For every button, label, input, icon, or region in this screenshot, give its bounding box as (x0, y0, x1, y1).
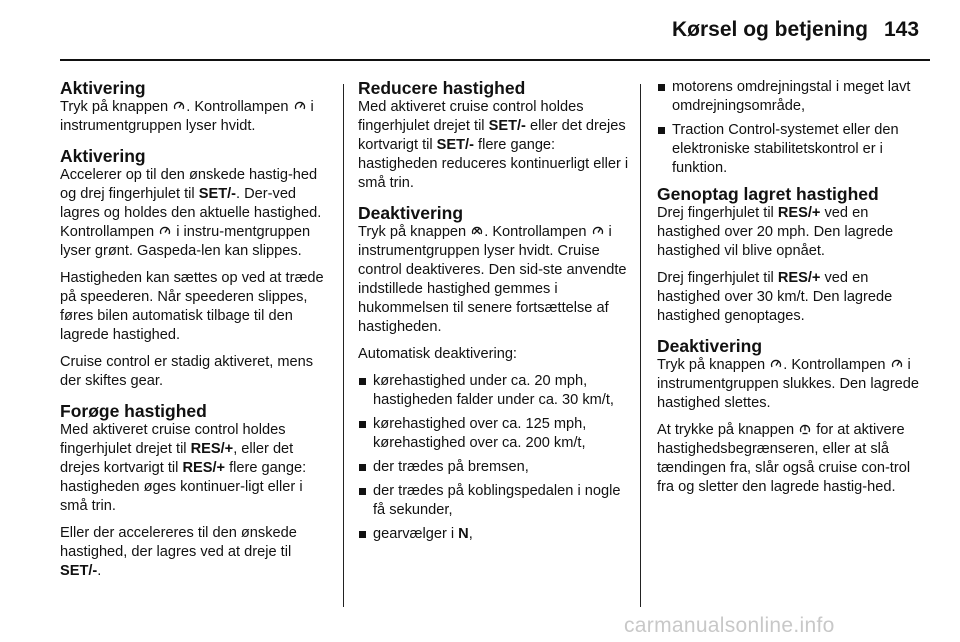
list-item: Traction Control-systemet eller den elektroniske stabilitetskontrol er i funktion. (657, 121, 929, 178)
bullet-list (358, 372, 630, 544)
cruise-control-icon (159, 225, 171, 237)
list-item: der trædes på koblingspedalen i nogle få sekunder, (358, 482, 630, 520)
paragraph: Tryk på knappen . Kontrollampen i instrumentgruppen slukkes. Den lagrede hastighed slettes. (657, 357, 920, 411)
list-item: motorens omdrejningstal i meget lavt omdrejningsområde, (657, 78, 929, 116)
list-item: kørehastighed under ca. 20 mph, hastigheden falder under ca. 30 km/t, (358, 372, 630, 410)
paragraph: Hastigheden kan sættes op ved at træde på speederen. Når speederen slippes, føres bilen automatisk tilbage til den lagrede hastighed. (60, 270, 324, 343)
column-divider (343, 84, 344, 607)
paragraph: Eller der accelereres til den ønskede hastighed, der lagres ved at dreje til SET/-. (60, 525, 297, 579)
paragraph: Drej fingerhjulet til RES/+ ved en hastighed over 20 mph. Den lagrede hastighed vil blive opnået. (657, 205, 894, 259)
bullet-list (657, 78, 929, 178)
section-heading: Genoptag lagret hastighed (657, 184, 879, 204)
watermark: carmanualsonline.info (624, 614, 835, 637)
section-deaktivering (358, 203, 630, 544)
column-left (60, 78, 332, 591)
header-rule (60, 59, 930, 61)
page-title: Kørsel og betjening (672, 18, 869, 41)
paragraph: Automatisk deaktivering: (358, 346, 517, 362)
column-middle (358, 78, 630, 554)
cruise-control-icon (592, 225, 604, 237)
section-deaktivering-2 (657, 336, 929, 497)
cruise-control-icon (891, 358, 903, 370)
section-heading: Forøge hastighed (60, 401, 207, 421)
column-right (657, 78, 929, 507)
paragraph: At trykke på knappen for at aktivere hastighedsbegrænseren, eller at slå tændingen fra, slår også cruise con-trol fra og sletter den lagrede hastig-hed. (657, 422, 911, 495)
section-heading: Deaktivering (358, 203, 464, 223)
paragraph: Med aktiveret cruise control holdes fingerhjulet drejet til RES/+, eller det drejes kortvarigt til RES/+ flere gange: hastigheden øges kontinuer-ligt eller i små trin. (60, 422, 307, 514)
section-heading: Reducere hastighed (358, 78, 526, 98)
paragraph: Cruise control er stadig aktiveret, mens der skiftes gear. (60, 354, 314, 389)
section-aktivering-2 (60, 146, 332, 391)
section-genoptag-lagret-hastighed (657, 184, 929, 326)
section-heading: Aktivering (60, 78, 146, 98)
cruise-control-icon (294, 100, 306, 112)
speed-limiter-icon (799, 423, 811, 435)
list-item: kørehastighed over ca. 125 mph, kørehastighed over ca. 200 km/t, (358, 415, 630, 453)
paragraph: Tryk på knappen . Kontrollampen i instrumentgruppen lyser hvidt. (60, 99, 314, 134)
list-item: der trædes på bremsen, (358, 458, 630, 477)
paragraph: Med aktiveret cruise control holdes fingerhjulet drejet til SET/- eller det drejes kortvarigt til SET/- flere gange: hastigheden reduceres kontinuerligt eller i små trin. (358, 99, 629, 191)
column-divider (640, 84, 641, 607)
page-header (0, 0, 960, 70)
cruise-control-icon (173, 100, 185, 112)
cruise-control-icon (770, 358, 782, 370)
section-aktivering (60, 78, 332, 136)
section-heading: Aktivering (60, 146, 146, 166)
paragraph: Drej fingerhjulet til RES/+ ved en hastighed over 30 km/t. Den lagrede hastighed genoptages. (657, 270, 893, 324)
paragraph: Accelerer op til den ønskede hastig-hed og drej fingerhjulet til SET/-. Der-ved lagres og holdes den aktuelle hastighed. Kontrollampen i instru-mentgruppen lyser grønt. Gaspeda-len kan slippes. (60, 167, 322, 259)
page-number: 143 (884, 18, 920, 41)
section-reducere-hastighed (358, 78, 630, 193)
cruise-cancel-icon (471, 225, 483, 237)
section-heading: Deaktivering (657, 336, 763, 356)
list-item: gearvælger i N, (358, 525, 630, 544)
paragraph: Tryk på knappen . Kontrollampen i instrumentgruppen lyser hvidt. Cruise control deaktiveres. Den sid-ste anvendte indstillede hastighed gemmes i hukommelsen til senere fortsættelse af hastigheden. (358, 224, 627, 335)
section-foroege-hastighed (60, 401, 332, 581)
